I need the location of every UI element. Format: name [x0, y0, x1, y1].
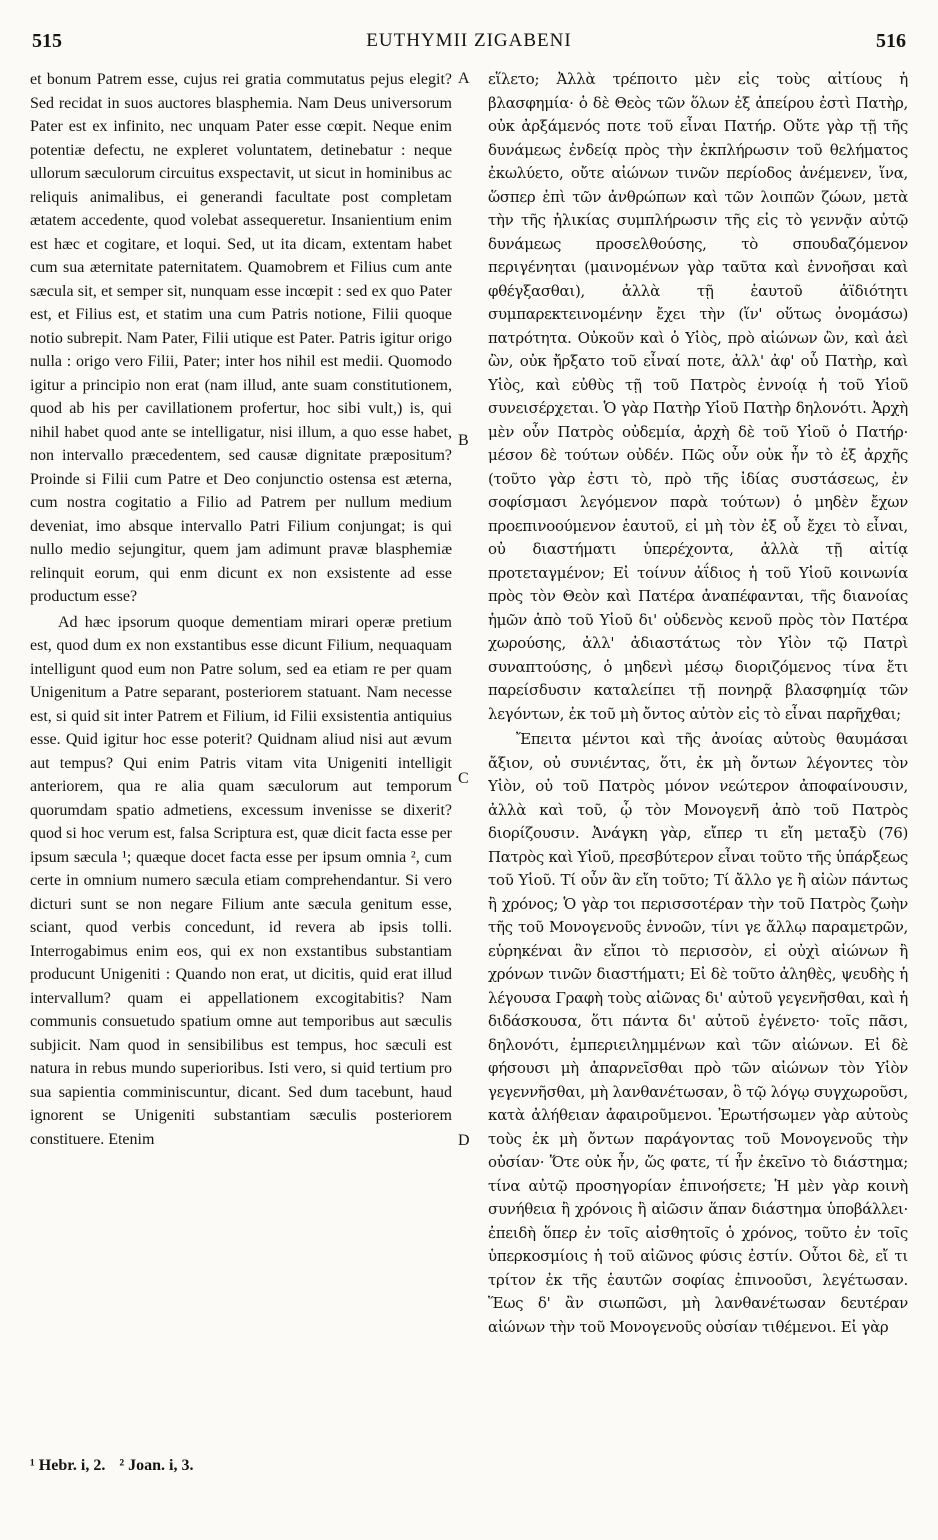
page-number-left: 515 — [32, 30, 62, 52]
greek-column — [488, 68, 908, 1448]
greek-paragraph-1: εἵλετο; Ἀλλὰ τρέποιτο μὲν εἰς τοὺς αἰτίους ἡ βλασφημία· ὁ δὲ Θεὸς τῶν ὅλων ἐξ ἀπείρου ἐστὶ Πατὴρ, οὐκ ἀρξάμενός ποτε τοῦ εἶναι Πατήρ. Οὔτε γὰρ τῇ τῆς δυνάμεως ἐνδείᾳ πρὸς τὴν ἐκπλήρωσιν τοῦ θελήματος ἐκωλύετο, οὔτε αἰώνων τινῶν περίοδος ἀνέμενεν, ἵνα, ὥσπερ ἐπὶ τῶν ἀνθρώπων καὶ τῶν λοιπῶν ζώων, μετὰ τὴν τῆς ἡλικίας συμπλήρωσιν τῆς εἰς τὸ γεννᾷν αὐτῷ δυνάμεως προσελθούσης, τὸ σπουδαζόμενον περιγένηται (μαινομένων γὰρ ταῦτα καὶ ἐννοῆσαι καὶ φθέγξασθαι), ἀλλὰ τῇ ἑαυτοῦ ἀϊδιότητι συμπαρεκτεινομένην ἔχει τὴν (ἵν' οὕτως ὀνομάσω) πατρότητα. Οὐκοῦν καὶ ὁ Υἱὸς, πρὸ αἰώνων ὢν, καὶ ἀεὶ ὢν, οὐκ ἤρξατο τοῦ εἶναί ποτε, ἀλλ' ἀφ' οὗ Πατὴρ, καὶ Υἱὸς, καὶ εὐθὺς τῇ τοῦ Πατρὸς ἐννοίᾳ ἡ τοῦ Υἱοῦ συνεισέρχεται. Ὁ γὰρ Πατὴρ Υἱοῦ Πατὴρ δηλονότι. Ἀρχὴ μὲν οὖν Πατρὸς οὐδεμία, ἀρχὴ δὲ τοῦ Υἱοῦ ὁ Πατήρ· μέσον δὲ τούτων οὐδέν. Πῶς οὖν οὐκ ἦν τὸ ἐξ ἀρχῆς (τοῦτο γὰρ ἐστι τὸ, πρὸ τῆς ἰδίας συστάσεως, ἐν σοφίσμασι λεγόμενον παρὰ τούτων) ὁ μηδὲν ἔχων προεπινοούμενον ἑαυτοῦ, εἰ μὴ τὸν ἐξ οὗ ἔχει τὸ εἶναι, οὐ διαστήματι ὑπερέχοντα, ἀλλὰ τῇ αἰτίᾳ προτεταγμένον; Εἰ τοίνυν ἀΐδιος ἡ τοῦ Υἱοῦ κοινωνία πρὸς τὸν Θεὸν καὶ Πατέρα ἀναπέφανται, τῆς διανοίας ἡμῶν ἀπὸ τοῦ Υἱοῦ δι' οὐδενὸς κενοῦ πρὸς τὸν Πατέρα χωρούσης, ἀλλ' ἀδιαστάτως τὸν Υἱὸν τῷ Πατρὶ συναπτούσης, ὁ μηδενὶ μέσῳ διοριζόμενος τίνα ἔτι παρείσδυσιν καταλείπει τῇ πονηρᾷ βλασφημίᾳ τῶν λεγόντων, ἐκ τοῦ μὴ ὄντος αὐτὸν εἰς τὸ εἶναι παρῆχθαι; — [488, 70, 908, 723]
greek-paragraph-2: Ἔπειτα μέντοι καὶ τῆς ἀνοίας αὐτοὺς θαυμάσαι ἄξιον, οὐ συνιέντας, ὅτι, ἐκ μὴ ὄντων λέγοντες τὸν Υἱὸν, οὐ τοῦ Πατρὸς μόνον νεώτερον ἀποφαίνουσιν, ἀλλὰ καὶ τοῦ, ᾧ τὸν Μονογενῆ ἀπὸ τοῦ Πατρὸς διορίζουσιν. Ἀνάγκη γὰρ, εἴπερ τι εἴη μεταξὺ (76) Πατρὸς καὶ Υἱοῦ, πρεσβύτερον εἶναι τοῦτο τῆς ὑπάρξεως τοῦ Υἱοῦ. Τί οὖν ἂν εἴη τοῦτο; Τί ἄλλο γε ἢ αἰὼν πάντως ἢ χρόνος; Ὁ γὰρ τοι περισσοτέραν τὴν τοῦ Πατρὸς ζωὴν τῆς τοῦ Μονογενοῦς ἐννοῶν, τίνι γε ἄλλῳ παραμετρῶν, εὑρηκέναι ἂν εἴποι τὸ περισσὸν, εἰ οὐχὶ αἰώνων ἢ χρόνων τινῶν διαστήματι; Εἰ δὲ τοῦτο ἀληθὲς, ψευδὴς ἡ λέγουσα Γραφὴ τοὺς αἰῶνας δι' αὐτοῦ γεγενῆσθαι, καὶ ἡ διδάσκουσα, ὅτι πάντα δι' αὐτοῦ ἐγένετο· τοῖς πᾶσι, δηλονότι, ἐμπεριειλημμένων καὶ τῶν αἰώνων. Εἰ δὲ φήσουσι μὴ ἀπαρνεῖσθαι πρὸ τῶν αἰώνων τὸν Υἱὸν γεγεννῆσθαι, μὴ λανθανέτωσαν, ὃ τῷ λόγῳ συγχωροῦσι, κατὰ ἀλήθειαν ἀφαιροῦμενοι. Ἐρωτήσωμεν γὰρ αὐτοὺς τοὺς ἐκ μὴ ὄντων παράγοντας τοῦ Μονογενοῦς τὴν οὐσίαν· Ὅτε οὐκ ἦν, ὥς φατε, τί ἦν ἐκεῖνο τὸ διάστημα; τίνα αὐτῷ προσηγορίαν ἐπινοήσετε; Ἡ μὲν γὰρ κοινὴ συνήθεια ἢ χρόνοις ἢ αἰῶσιν ἅπαν διάστημα ὑποβάλλει· ἐπειδὴ ὅπερ ἐν τοῖς αἰσθητοῖς ὁ χρόνος, τοῦτο ἐν τοῖς ὑπερκοσμίοις ἡ τοῦ αἰῶνος φύσις ἐστίν. Οὗτοι δὲ, εἴ τι τρίτον ἐκ τῆς ἑαυτῶν σοφίας ἐπινοοῦσι, λεγέτωσαν. Ἕως δ' ἂν σιωπῶσι, μὴ λανθανέτωσαν δευτέραν αἰώνων τὴν τοῦ Μονογενοῦς οὐσίαν τιθέμενοι. Εἰ γὰρ — [488, 730, 908, 1336]
margin-marker-d: D — [458, 1132, 470, 1149]
margin-marker-b: B — [458, 432, 469, 449]
latin-paragraph-2: Ad hæc ipsorum quoque dementiam mirari operæ pretium est, quod dum ex non exstantibus esse dicunt Filium, nequaquam intelligunt quod eum non Patre solum, sed ea etiam re per quam Unigenitum a Patre separant, posteriorem statuant. Nam necesse est, si quid sit inter Patrem et Filium, id Filii exsistentia antiquius esse. Quid igitur hoc esse poterit? Quidnam aliud nisi aut ævum aut tempus? Qui enim Patris vitam vita Unigeniti intelligit anteriorem, qua re alia quam sæculorum aut temporum quorumdam spatio admetiens, excessum invenisse se dixerit? quod si hoc verum est, falsa Scriptura est, quæ dicit facta esse per ipsum sæcula ¹; quæque docet facta esse per ipsum omnia ², cum certe in omnium numero sæcula etiam comprehendantur. Si vero dicturi sunt se non negare Filium ante sæcula genitum esse, sciant, quod verbis concedunt, id revera ab ipsis tolli. Interrogabimus enim eos, qui ex non exstantibus substantiam producunt Unigeniti : Quando non erat, ut dicitis, quid erat illud intervallum? quam ei appellationem excogitabitis? Nam communis consuetudo spatium omne aut temporibus aut sæculis subjicit. Nam quod in sensibilibus est tempus, hoc sæculi est natura in rebus mundo superioribus. Isti vero, si quid tertium pro sua sapientia comminiscuntur, dicant. Sed dum tacebunt, haud ignorent se Unigeniti substantiam sæculis posteriorem constituere. Etenim — [30, 613, 452, 1148]
latin-paragraph-1: et bonum Patrem esse, cujus rei gratia commutatus pejus elegit? Sed recidat in suos auctores blasphemia. Nam Deus universorum Pater est ex infinito, nec unquam Pater esse cœpit. Neque enim potentiæ defectu, ne expleret voluntatem, detinebatur : neque ullorum sæculorum circuitus exspectavit, ut sicut in hominibus ac reliquis animalibus, ei generandi facultate post completam ætatem accedente, quod volebat assequeretur. Insanientium enim est hæc et cogitare, et loqui. Sed, ut ita dicam, extentam habet cum sua æternitate paternitatem. Quamobrem et Filius cum ante sæcula sit, et semper sit, nunquam esse incœpit : sed ex quo Pater est, et Filius est, et statim una cum Patris notione, Filii quoque notio subrepit. Nam Pater, Filii utique est Pater. Patris igitur origo nulla : origo vero Filii, Pater; inter hos nihil est medii. Quomodo igitur a principio non erat (nam illud, ante suam constitutionem, quod ab his per cavillationem profertur, hoc sibi vult,) is, qui nihil habet quod ante se intelligatur, nisi illum, a quo esse habet, non intervallo præcedentem, sed causæ dignitate præpositum? Proinde si Filii cum Patre et Deo conjunctio ostensa est æterna, cum nostra cogitatio a Filio ad Patrem per nullum medium deveniat, imo absque intervallo Patri Filium conjungat; is qui nullo medio sejungitur, quem jam adimunt pravæ blasphemiæ relinquit eorum, qui enm dicunt ex non exsistente ad esse productum esse? — [30, 71, 452, 605]
running-title: EUTHYMII ZIGABENI — [366, 30, 572, 51]
footnote-1: ¹ Hebr. i, 2. — [30, 1457, 106, 1474]
footnotes — [30, 1457, 203, 1475]
page-number-right: 516 — [876, 30, 906, 52]
page-header — [32, 30, 906, 66]
margin-marker-c: C — [458, 770, 469, 787]
margin-marker-a: A — [458, 70, 470, 87]
footnote-2: ² Joan. i, 3. — [119, 1457, 194, 1474]
latin-column — [30, 68, 452, 1448]
